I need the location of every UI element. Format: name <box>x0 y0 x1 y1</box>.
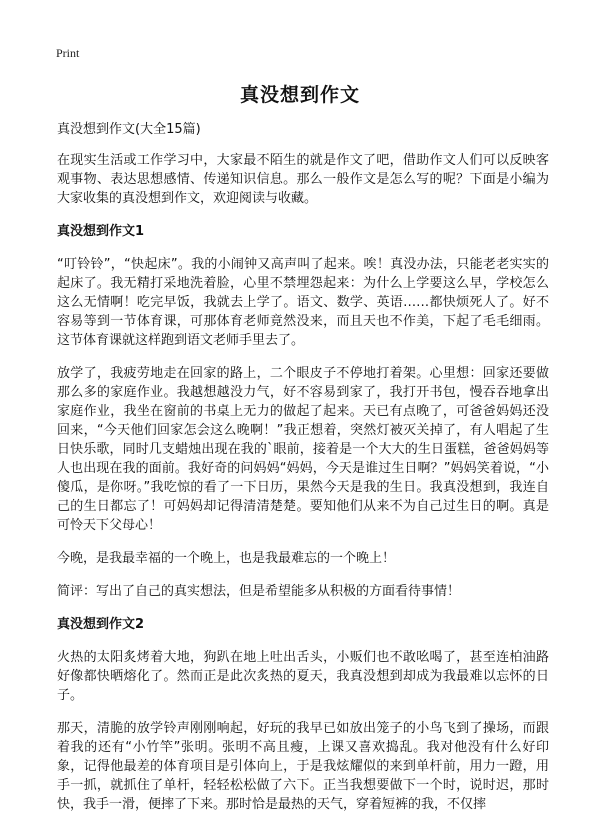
intro-paragraph: 在现实生活或工作学习中，大家最不陌生的就是作文了吧，借助作文人们可以反映客观事物、表达思想感情、传递知识信息。那么一般作文是怎么写的呢？下面是小编为大家收集的真没想到作文，欢迎阅读与收藏。 <box>57 153 549 206</box>
body-paragraph: “叮铃铃”，“快起床”。我的小闹钟又高声叫了起来。唉！真没办法，只能老老实实的起床了。我无精打采地洗着脸，心里不禁埋怨起来：为什么上学要这么早，学校怎么这么无情啊！吃完早饭，我就去上学了。语文、数学、英语……都快烦死人了。好不容易等到一节体育课，可那体育老师竟然没来，而且天也不作美，下起了毛毛细雨。这节体育课就这样跑到语文老师手里去了。 <box>57 257 549 348</box>
section-heading: 真没想到作文2 <box>57 617 145 632</box>
document-title: 真没想到作文 <box>239 84 360 106</box>
body-paragraph: 放学了，我疲劳地走在回家的路上，二个眼皮子不停地打着架。心里想：回家还要做那么多的家庭作业。我越想越没力气，好不容易到家了，我打开书包，慢吞吞地拿出家庭作业，我坐在窗前的书桌上无力的做起了起来。天已有点晚了，可爸爸妈妈还没回来，“今天他们回家怎会这么晚啊！”我正想着，突然灯被灭关掉了，有人唱起了生日快乐歌，同时几支蜡烛出现在我的`眼前，接着是一个大大的生日蛋糕，爸爸妈妈等人也出现在我的面前。我好奇的问妈妈“妈妈，今天是谁过生日啊？”妈妈笑着说，“小傻瓜，是你呀。”我吃惊的看了一下日历，果然今天是我的生日。我真没想到，我连自己的生日都忘了！可妈妈却记得清清楚楚。要知他们从来不为自己过生日的啊。真是可怜天下父母心！ <box>57 366 549 533</box>
section-heading: 真没想到作文1 <box>57 224 145 239</box>
body-paragraph: 火热的太阳炙烤着大地，狗趴在地上吐出舌头，小贩们也不敢吆喝了，甚至连柏油路好像都快晒熔化了。然而正是此次炙热的夏天，我真没想到却成为我最难以忘怀的日子。 <box>57 650 549 703</box>
print-label[interactable]: Print <box>56 46 80 60</box>
body-paragraph: 那天，清脆的放学铃声刚刚响起，好玩的我早已如放出笼子的小鸟飞到了操场，而跟着我的还有“小竹竿”张明。张明不高且瘦，上课又喜欢捣乱。我对他没有什么好印象，记得他最差的体育项目是引体向上，于是我炫耀似的来到单杆前，用力一蹬，用手一抓，就抓住了单杆，轻轻松松做了六下。正当我想要做下一个时，说时迟，那时快，我手一滑，便摔了下来。那时恰是最热的天气，穿着短裤的我，不仅摔 <box>57 721 549 812</box>
review-paragraph: 简评：写出了自己的真实想法，但是希望能多从积极的方面看待事情！ <box>57 584 461 599</box>
body-paragraph: 今晚，是我最幸福的一个晚上，也是我最难忘的一个晚上！ <box>57 551 396 566</box>
document-subtitle: 真没想到作文(大全15篇) <box>57 122 201 137</box>
document-body <box>57 120 549 828</box>
